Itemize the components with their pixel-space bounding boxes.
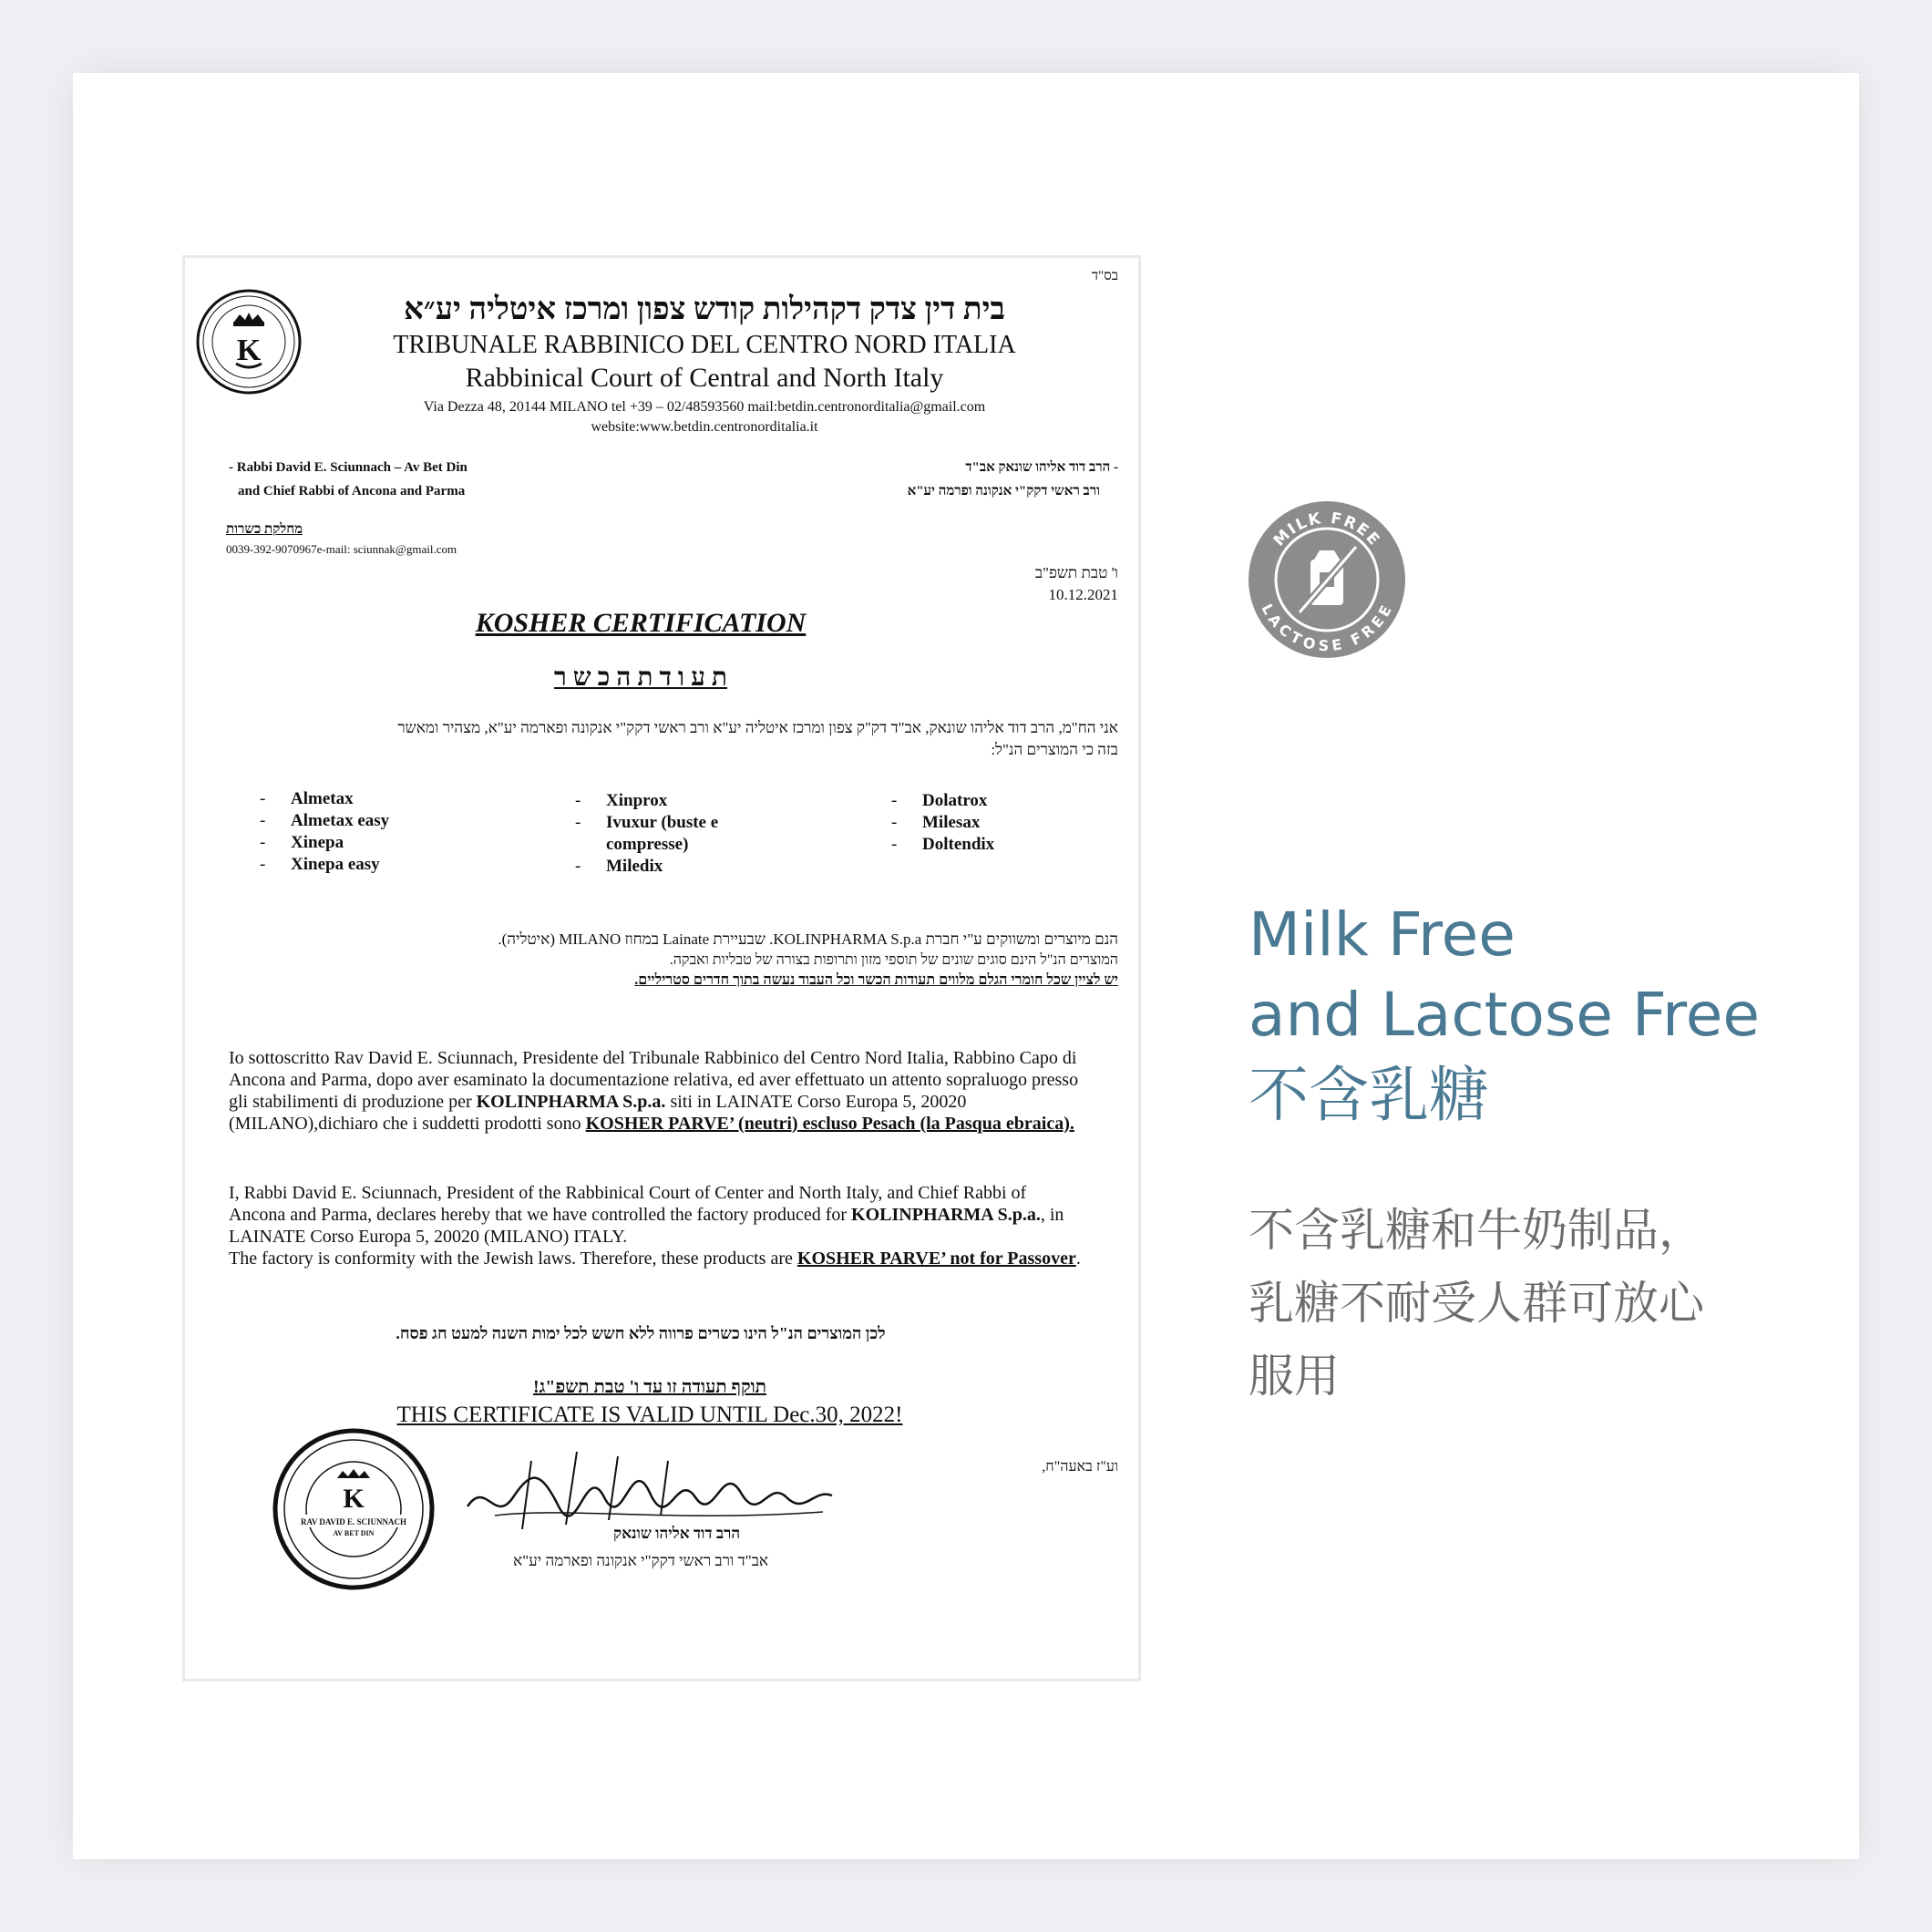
court-website: website:www.betdin.centronorditalia.it: [591, 419, 818, 435]
signature-title-hebrew: אב"ד ורב ראשי דקק"י אנקונה ופארמה יע"א: [513, 1552, 769, 1569]
court-english-title: Rabbinical Court of Central and North Italy: [465, 363, 944, 393]
rabbi-title-he: ורב ראשי דקק"י אנקונה ופרמה יע"א: [907, 484, 1100, 498]
svg-text:K: K: [236, 334, 262, 367]
official-stamp: [272, 1427, 436, 1591]
court-address: Via Dezza 48, 20144 MILANO tel +39 – 02/48593560 mail:betdin.centronorditalia@gmail.com: [423, 399, 986, 415]
feature-title-line-2: and Lactose Free: [1249, 980, 1760, 1050]
manufacturer-hebrew-line-2: המוצרים הנ"ל הינם סוגים שונים של תוספי מזון ותרופות בצורה של טבליות ואבקה.: [669, 952, 1118, 968]
issue-date: 10.12.2021: [1048, 586, 1118, 603]
rabbinical-court-seal-logo: [194, 287, 303, 396]
svg-text:RAV DAVID E. SCIUNNACH: RAV DAVID E. SCIUNNACH: [300, 1517, 407, 1526]
rabbi-name-he: - הרב דוד אליהו שונאק אב"ד: [965, 460, 1118, 475]
document-corner-mark: בס"ד: [1091, 269, 1118, 283]
intro-hebrew-line-2: בזה כי המוצרים הנ"ל:: [991, 741, 1118, 758]
manufacturer-hebrew-line-3: יש לציין שכל חומרי הגלם מלווים תעודות הכשר וכל העבוד נעשה בתוך חדרים סטריליים.: [634, 972, 1118, 988]
validity-english: THIS CERTIFICATE IS VALID UNTIL Dec.30, 2022!: [396, 1403, 903, 1427]
svg-text:K: K: [343, 1484, 365, 1514]
product-item: - Xinepa: [260, 833, 344, 852]
rabbi-title-en: and Chief Rabbi of Ancona and Parma: [238, 484, 466, 498]
products-column-2: [575, 790, 718, 878]
product-item: - Milesax: [891, 813, 981, 832]
intro-hebrew-line-1: אני הח"מ, הרב דוד אליהו שונאק, אב"ד דק"ק צפון ומרכז איטליה יע"א ורב ראשי דקק"י אנקונה ופארמה יע"א, מצהיר ומאשר: [397, 719, 1118, 736]
handwritten-signature: [458, 1443, 841, 1534]
product-item: - Almetax easy: [260, 811, 390, 830]
product-item: - Xinepa easy: [260, 855, 380, 874]
svg-text:LACTOSE FREE: LACTOSE FREE: [1258, 601, 1396, 655]
validity-hebrew: תוקף תעודה זו עד ו' טבת תשפ"ג!: [533, 1377, 766, 1397]
feature-title: [1249, 895, 1760, 1136]
feature-description: 不含乳糖和牛奶制品， 乳糖不耐受人群可放心 服用: [1249, 1204, 1704, 1403]
kosher-certificate-document: [182, 255, 1141, 1681]
court-hebrew-title: בית דין צדק דקהילות קודש צפון ומרכז איטליה יע״א: [404, 293, 1005, 326]
certificate-title-en: KOSHER CERTIFICATION: [475, 608, 807, 638]
product-item: - Almetax: [260, 789, 354, 808]
products-column-1: [260, 788, 389, 876]
conclusion-hebrew: לכן המוצרים הנ"ל הינו כשרים פרווה ללא חשש לכל ימות השנה למעט חג פסח.: [396, 1324, 886, 1342]
product-item: compresse): [606, 835, 689, 854]
signature-name-hebrew: הרב דוד אליהו שונאק: [613, 1525, 741, 1542]
product-item: - Xinprox: [575, 791, 668, 810]
english-declaration: I, Rabbi David E. Sciunnach, President of the Rabbinical Court of Center and North Italy, and Chief Rabbi of Ancona and Parma, declares hereby that we have controlled the factory produced for KOLINPHARMA S.p.a., in LAINATE Corso Europa 5, 20020 (MILANO) ITALY. The factory is conformity with the Jewish laws. Therefore, these products are KOSHER PARVE’ not for Passover.: [229, 1183, 1081, 1269]
milk-free-badge-icon: [1247, 499, 1407, 660]
svg-text:AV BET DIN: AV BET DIN: [333, 1529, 375, 1537]
kashrut-department-heading: מחלקת כשרות: [226, 522, 303, 537]
product-item: - Ivuxur (buste e: [575, 813, 719, 832]
hebrew-date: ו' טבת תשפ"ב: [1034, 564, 1118, 581]
italian-declaration: Io sottoscritto Rav David E. Sciunnach, Presidente del Tribunale Rabbinico del Centro Nord Italia, Rabbino Capo di Ancona and Parma, dopo aver esaminato la documentazione relativa, ed aver effettuato un attento sopraluogo presso gli stabilimenti di produzione per KOLINPHARMA S.p.a. siti in LAINATE Corso Europa 5, 20020 (MILANO),dichiaro che i suddetti prodotti sono KOSHER PARVE’ (neutri) escluso Pesach (la Pasqua ebraica).: [229, 1048, 1079, 1134]
closing-hebrew: וע"ז באעה"ח,: [1042, 1459, 1118, 1475]
manufacturer-hebrew-line-1: הנם מיוצרים ומשווקים ע"י חברת KOLINPHARMA S.p.a. שבעיירת Lainate במחוז MILANO (איטליה).: [498, 930, 1118, 948]
svg-text:MILK FREE: MILK FREE: [1269, 509, 1384, 550]
rabbi-name-en: - Rabbi David E. Sciunnach – Av Bet Din: [229, 460, 468, 475]
court-italian-title: TRIBUNALE RABBINICO DEL CENTRO NORD ITALIA: [393, 331, 1016, 359]
product-item: - Doltendix: [891, 835, 995, 854]
product-item: - Miledix: [575, 857, 663, 876]
product-item: - Dolatrox: [891, 791, 988, 810]
department-contact: 0039-392-9070967e-mail: sciunnak@gmail.com: [226, 542, 457, 556]
products-column-3: [891, 790, 994, 856]
feature-title-chinese: 不含乳糖: [1249, 1060, 1489, 1130]
feature-title-line-1: Milk Free: [1249, 899, 1516, 970]
certificate-title-he: ת ע ו ד ת ה כ ש ר: [554, 663, 727, 692]
